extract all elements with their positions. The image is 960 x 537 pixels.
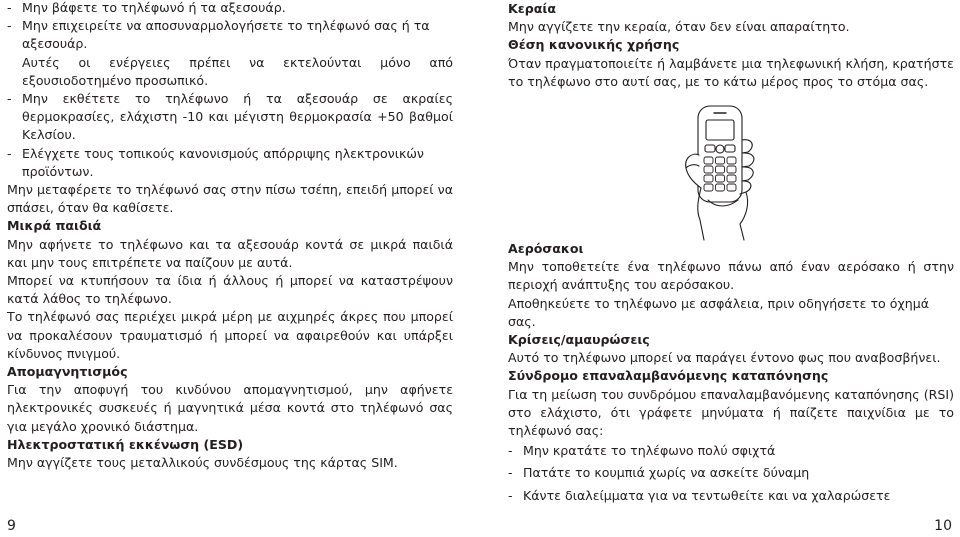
hand-holding-phone-icon <box>668 100 780 242</box>
section-heading: Απομαγνητισμός <box>7 364 128 380</box>
page-number-right: 10 <box>934 518 952 534</box>
paragraph: Για την αποφυγή του κινδύνου απομαγνητισμού, μην αφήνετε ηλεκτρονικές συσκευές ή μαγνητικά μέσα κοντά στο τηλέφωνό σας για μεγάλο χρονικό διάστημα. <box>7 382 453 434</box>
paragraph: Όταν πραγματοποιείτε ή λαμβάνετε μια τηλεφωνική κλήση, κρατήστε το τηλέφωνο στο αυτί σας, με το κάτω μέρος προς το στόμα σας. <box>508 55 954 89</box>
right-page-bottom <box>508 240 954 505</box>
left-page <box>7 0 453 472</box>
section-heading: Αερόσακοι <box>508 241 584 256</box>
paragraph: Μπορεί να κτυπήσουν τα ίδια ή άλλους ή μπορεί να καταστρέψουν κατά λάθος το τηλέφωνο. <box>7 273 453 307</box>
section-heading: Θέση κανονικής χρήσης <box>508 37 680 53</box>
dash-item: - Μην βάφετε το τηλέφωνό ή τα αξεσουάρ. <box>7 0 286 15</box>
section-heading: Κρίσεις/αμαυρώσεις <box>508 332 650 348</box>
paragraph: Μην μεταφέρετε το τηλέφωνό σας στην πίσω τσέπη, επειδή μπορεί να σπάσει, όταν θα καθίσετε. <box>7 182 453 216</box>
dash-item: - Κάντε διαλείμματα για να τεντωθείτε και να χαλαρώσετε <box>508 487 891 503</box>
paragraph: Για τη μείωση του συνδρόμου επαναλαμβανόμενης καταπόνησης (RSI) στο ελάχιστο, ότι γράφετε μηνύματα ή παίζετε παιχνίδια με το τηλέφωνό σας: <box>508 386 954 439</box>
dash-item: - Μην κρατάτε το τηλέφωνο πολύ σφιχτά <box>508 443 776 459</box>
section-heading: Σύνδρομο επαναλαμβανόμενης καταπόνησης <box>508 368 829 384</box>
paragraph: Μην αφήνετε το τηλέφωνο και τα αξεσουάρ κοντά σε μικρά παιδιά και μην τους επιτρέπετε να παίζουν με αυτά. <box>7 236 453 270</box>
dash-item: - Ελέγχετε τους τοπικούς κανονισμούς απόρριψης ηλεκτρονικών προϊόντων. <box>7 145 424 179</box>
paragraph: Αποθηκεύετε το τηλέφωνο με ασφάλεια, πριν οδηγήσετε το όχημά σας. <box>508 295 930 329</box>
right-page-top <box>508 0 954 91</box>
paragraph: Μην αγγίζετε τους μεταλλικούς συνδέσμους της κάρτας SIM. <box>7 455 398 471</box>
section-heading: Ηλεκτροστατική εκκένωση (ESD) <box>7 436 244 452</box>
page-number-left: 9 <box>7 518 16 534</box>
indented-paragraph: Αυτές οι ενέργειες πρέπει να εκτελούνται μόνο από εξουσιοδοτημένο προσωπικό. <box>22 54 453 88</box>
paragraph: Αυτό το τηλέφωνο μπορεί να παράγει έντονο φως που αναβοσβήνει. <box>508 350 941 366</box>
dash-item: - Μην επιχειρείτε να αποσυναρμολογήσετε το τηλέφωνό σας ή τα αξεσουάρ. <box>7 18 430 52</box>
dash-item: - Μην εκθέτετε το τηλέφωνο ή τα αξεσουάρ σε ακραίες θερμοκρασίες, ελάχιστη -10 και μέγιστη θερμοκρασία +50 βαθμοί Κελσίου. <box>7 91 453 143</box>
dash-item: - Πατάτε το κουμπιά χωρίς να ασκείτε δύναμη <box>508 465 810 481</box>
paragraph: Μην αγγίζετε την κεραία, όταν δεν είναι απαραίτητο. <box>508 19 850 35</box>
section-heading: Μικρά παιδιά <box>7 218 102 234</box>
paragraph: Μην τοποθετείτε ένα τηλέφωνο πάνω από έναν αερόσακο ή στην περιοχή ανάπτυξης του αερόσακου. <box>508 259 954 293</box>
paragraph: Το τηλέφωνό σας περιέχει μικρά μέρη με αιχμηρές άκρες που μπορεί να προκαλέσουν τραυματισμό ή μπορεί να αφαιρεθούν και υπάρξει κίνδυνος πνιγμού. <box>7 309 453 361</box>
section-heading: Κεραία <box>508 1 556 16</box>
